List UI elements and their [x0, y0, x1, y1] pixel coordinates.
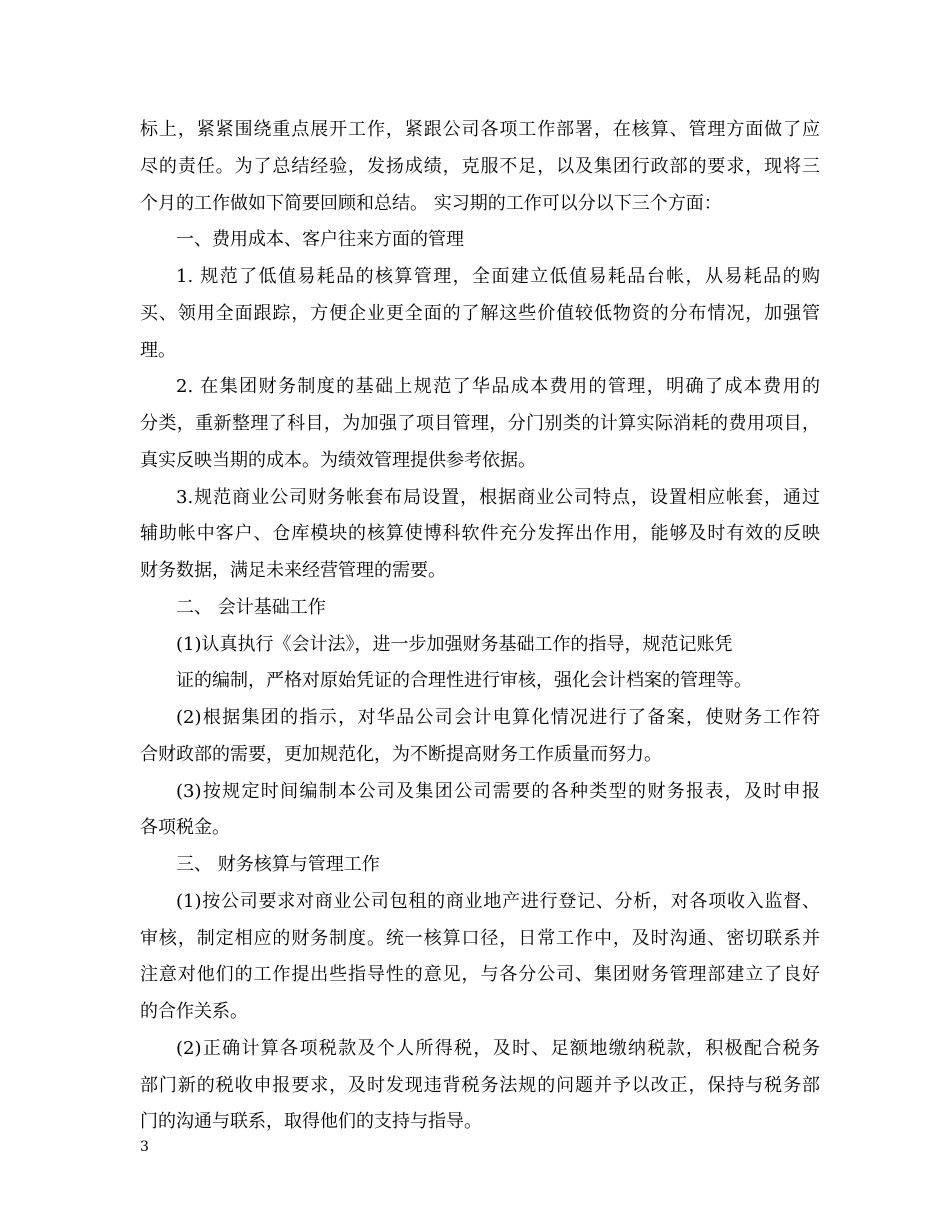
- text-line: 尽的责任。为了总结经验，发扬成绩，克服不足，以及集团行政部的要求，现将三: [140, 156, 820, 177]
- text-line: 证的编制，严格对原始凭证的合理性进行审核，强化会计档案的管理等。: [176, 670, 752, 691]
- text-line: 三、 财务核算与管理工作: [176, 854, 380, 875]
- text-line: 真实反映当期的成本。为绩效管理提供参考依据。: [140, 450, 536, 471]
- text-line: (1)按公司要求对商业公司包租的商业地产进行登记、分析，对各项收入监督、: [176, 891, 820, 912]
- text-line: 辅助帐中客户、仓库模块的核算使博科软件充分发挥出作用，能够及时有效的反映: [140, 523, 820, 544]
- text-line: 理。: [140, 340, 176, 361]
- text-line: (2)根据集团的指示，对华品公司会计电算化情况进行了备案，使财务工作符: [176, 707, 820, 728]
- page-number: 3: [140, 1139, 149, 1155]
- text-line: (3)按规定时间编制本公司及集团公司需要的各种类型的财务报表，及时申报: [176, 781, 820, 802]
- text-line: 二、 会计基础工作: [176, 597, 326, 618]
- text-line: 合财政部的需要，更加规范化，为不断提高财务工作质量而努力。: [140, 744, 662, 765]
- text-line: 门的沟通与联系，取得他们的支持与指导。: [140, 1111, 482, 1132]
- text-line: 一、费用成本、客户往来方面的管理: [176, 229, 464, 250]
- text-line: 2. 在集团财务制度的基础上规范了华品成本费用的管理，明确了成本费用的: [176, 376, 820, 397]
- text-line: 分类，重新整理了科目，为加强了项目管理，分门别类的计算实际消耗的费用项目，: [140, 413, 820, 434]
- text-line: 财务数据，满足未来经营管理的需要。: [140, 560, 446, 581]
- text-line: 部门新的税收申报要求，及时发现违背税务法规的问题并予以改正，保持与税务部: [140, 1075, 820, 1096]
- text-line: 买、领用全面跟踪，方便企业更全面的了解这些价值较低物资的分布情况，加强管: [140, 303, 820, 324]
- text-line: 审核，制定相应的财务制度。统一核算口径，日常工作中，及时沟通、密切联系并: [140, 928, 820, 949]
- text-line: 注意对他们的工作提出些指导性的意见，与各分公司、集团财务管理部建立了良好: [140, 964, 820, 985]
- text-line: (2)正确计算各项税款及个人所得税，及时、足额地缴纳税款，积极配合税务: [176, 1038, 820, 1059]
- text-line: (1)认真执行《会计法》，进一步加强财务基础工作的指导，规范记账凭: [176, 634, 733, 655]
- text-line: 各项税金。: [140, 817, 230, 838]
- text-line: 标上，紧紧围绕重点展开工作，紧跟公司各项工作部署，在核算、管理方面做了应: [140, 119, 820, 140]
- text-line: 1. 规范了低值易耗品的核算管理，全面建立低值易耗品台帐，从易耗品的购: [176, 266, 820, 287]
- text-line: 3.规范商业公司财务帐套布局设置，根据商业公司特点，设置相应帐套，通过: [176, 487, 820, 508]
- text-line: 个月的工作做如下简要回顾和总结。 实习期的工作可以分以下三个方面：: [140, 193, 722, 214]
- text-line: 的合作关系。: [140, 1001, 248, 1022]
